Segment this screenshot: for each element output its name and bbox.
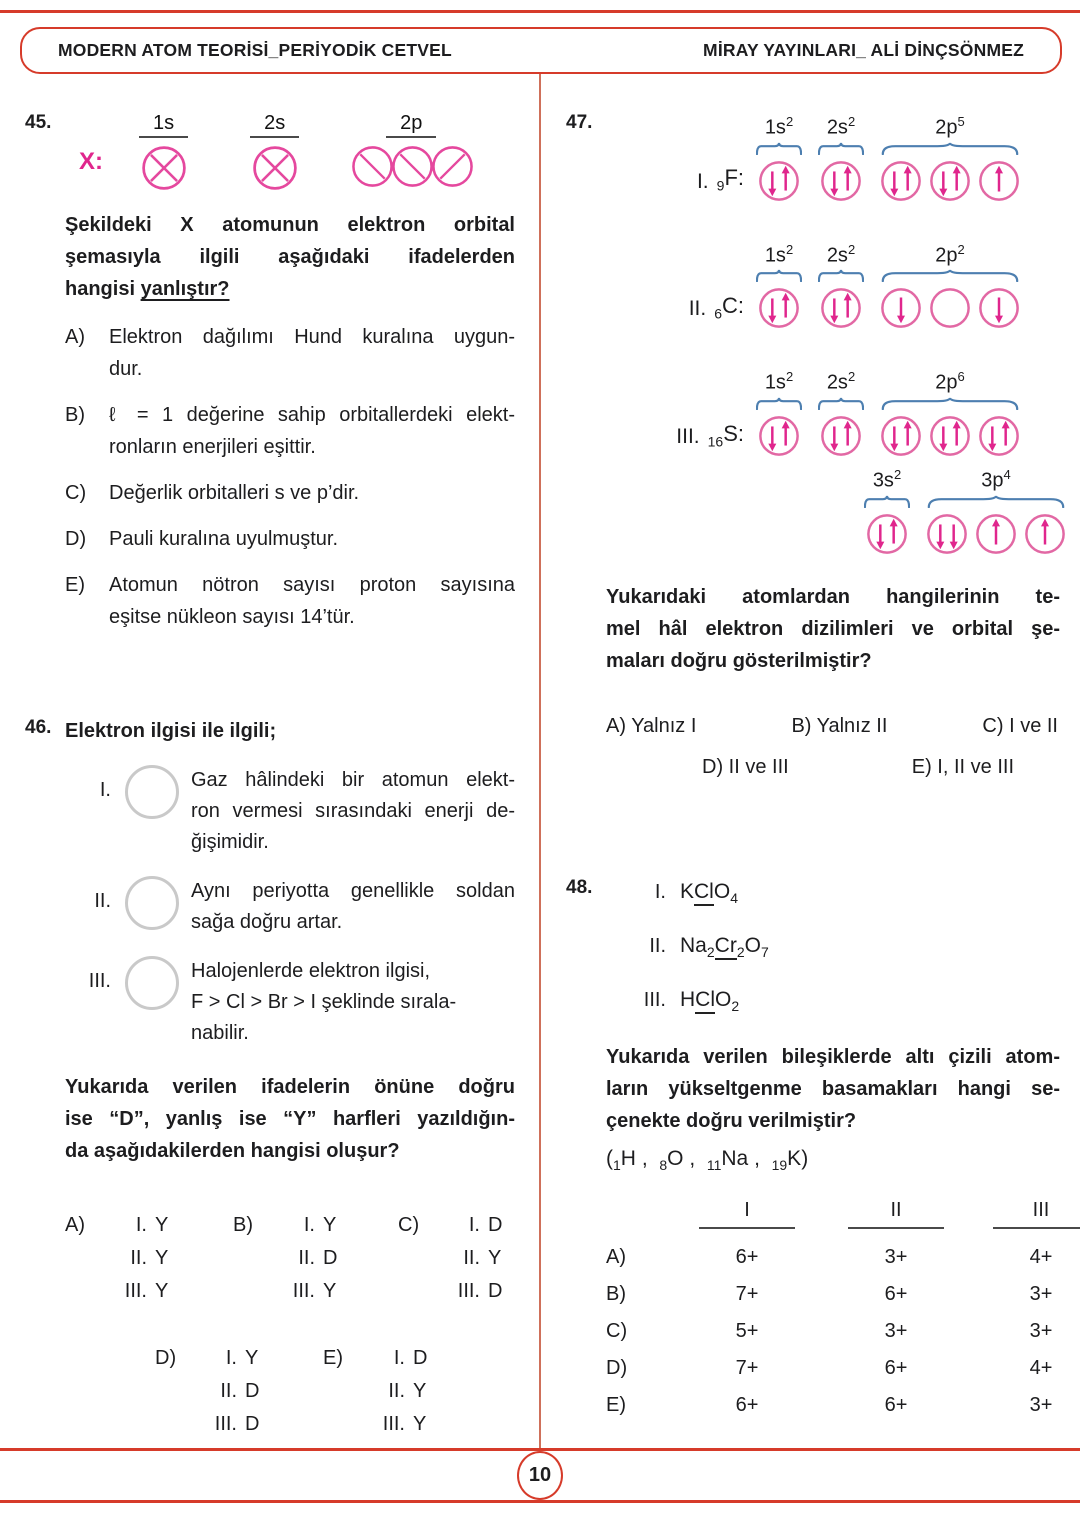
table-cell: 6+ bbox=[884, 1283, 908, 1306]
page-number-badge: 10 bbox=[517, 1451, 563, 1500]
shell-sup: 2 bbox=[785, 241, 794, 257]
orbital-circle-paired-icon bbox=[758, 287, 800, 329]
table-cell: 6+ bbox=[884, 1394, 908, 1417]
entry-numeral: I. bbox=[303, 1214, 315, 1236]
shell-sup: 2 bbox=[785, 114, 794, 129]
hint-part: , bbox=[689, 1147, 696, 1171]
entry-value: D bbox=[323, 1247, 338, 1269]
orbital-circle-up-icon bbox=[978, 160, 1020, 202]
orbital-circle-cross-icon bbox=[141, 145, 187, 191]
shell-base: 2s bbox=[826, 116, 848, 139]
shell-sup: 2 bbox=[785, 369, 794, 385]
formula-sub: 2 bbox=[706, 944, 715, 960]
q46-item-2 bbox=[65, 874, 515, 938]
orbital-circle-paired-icon bbox=[866, 513, 908, 555]
table-cell: 3+ bbox=[884, 1246, 908, 1269]
q45-option-e bbox=[65, 569, 515, 633]
hint-sub: 8 bbox=[659, 1157, 668, 1174]
q46-item-3 bbox=[65, 954, 515, 1049]
brace-icon bbox=[926, 495, 1066, 508]
table-row-letter: A) bbox=[606, 1246, 626, 1269]
q47-config-row-3b bbox=[864, 463, 1060, 555]
table-cell: 6+ bbox=[735, 1394, 759, 1417]
q48-compound-2 bbox=[606, 929, 1060, 969]
q46-options-row1 bbox=[25, 1209, 515, 1308]
brace-icon bbox=[880, 269, 1020, 282]
option-text: eşitse nükleon sayısı 14’tür. bbox=[109, 606, 355, 628]
item-text: Aynı periyotta genellikle soldan bbox=[191, 880, 515, 902]
shell-sup: 4 bbox=[1003, 466, 1011, 482]
table-cell: 5+ bbox=[735, 1320, 759, 1343]
item-text: Halojenlerde elektron ilgisi, bbox=[191, 960, 431, 982]
entry-value: D bbox=[488, 1280, 503, 1302]
q46-option-b bbox=[233, 1209, 398, 1308]
formula-sub: 2 bbox=[731, 998, 740, 1015]
header-box bbox=[20, 27, 1062, 74]
q48-answer-table bbox=[606, 1199, 1060, 1417]
entry-value: D bbox=[413, 1347, 428, 1369]
answer-circle bbox=[125, 956, 179, 1010]
shell-base: 2p bbox=[935, 371, 958, 394]
entry-value: Y bbox=[413, 1413, 427, 1435]
q48-question-line: Yukarıda verilen bileşiklerde altı çizili atom- bbox=[606, 1046, 1060, 1069]
orbital-circle-slash-icon bbox=[431, 145, 474, 188]
shell-base: 2p bbox=[935, 244, 958, 267]
answer-circle bbox=[125, 876, 179, 930]
entry-value: Y bbox=[488, 1247, 502, 1269]
hint-part: , bbox=[754, 1147, 760, 1171]
table-row-letter: B) bbox=[606, 1283, 626, 1306]
table-cell: 3+ bbox=[1029, 1283, 1053, 1306]
q46-option-a bbox=[65, 1209, 233, 1308]
formula-part: O bbox=[715, 988, 732, 1011]
orbital-circle-paired-icon bbox=[820, 415, 862, 457]
entry-numeral: II. bbox=[220, 1380, 237, 1402]
shell-group-3s bbox=[864, 463, 910, 555]
table-cell: 6+ bbox=[884, 1357, 908, 1380]
shell-sup: 5 bbox=[957, 114, 965, 129]
item-text: nabilir. bbox=[191, 1022, 249, 1044]
row-numeral: II. bbox=[688, 297, 707, 321]
orbital-circle-paired-icon bbox=[978, 415, 1020, 457]
orbital-circle-down-icon bbox=[880, 287, 922, 329]
formula-sub: 7 bbox=[760, 944, 769, 960]
entry-numeral: III. bbox=[292, 1280, 315, 1302]
formula-part: Na bbox=[680, 933, 707, 957]
q47-config-row-1 bbox=[606, 110, 1060, 202]
q45-option-a bbox=[65, 321, 515, 385]
entry-numeral: II. bbox=[463, 1247, 480, 1269]
q46-question-line: Yukarıda verilen ifadelerin önüne doğru bbox=[65, 1076, 515, 1098]
q46-option-d bbox=[155, 1342, 323, 1441]
q47-option-b: B) Yalnız II bbox=[791, 714, 888, 737]
table-cell: 3+ bbox=[1029, 1394, 1053, 1417]
shell-label bbox=[827, 238, 855, 268]
hint-sub: 19 bbox=[771, 1157, 788, 1174]
question-47-number: 47. bbox=[566, 112, 593, 133]
question-45-number: 45. bbox=[25, 112, 52, 133]
entry-numeral: III. bbox=[214, 1413, 237, 1435]
shell-sup: 2 bbox=[847, 241, 856, 257]
compound-formula bbox=[680, 875, 738, 915]
q47-option-d: D) II ve III bbox=[702, 755, 789, 778]
q47-config-row-3 bbox=[606, 365, 1060, 457]
entry-value: Y bbox=[323, 1280, 337, 1302]
q48-compound-3 bbox=[606, 983, 1060, 1023]
shell-group-3p bbox=[926, 463, 1066, 555]
option-text: ℓ = 1 değerine sahip orbitallerdeki elekt- bbox=[109, 404, 515, 426]
q45-stem-line1: Şekildeki X atomunun elektron orbital bbox=[65, 214, 515, 236]
item-text: F > Cl > Br > I şeklinde sırala- bbox=[191, 991, 457, 1013]
shell-sup: 2 bbox=[957, 241, 965, 257]
table-header-II: II bbox=[822, 1199, 970, 1229]
formula-underlined-atom: Cl bbox=[694, 880, 714, 906]
shell-label bbox=[827, 365, 855, 395]
entry-value: D bbox=[245, 1380, 260, 1402]
q46-options-row2 bbox=[25, 1342, 515, 1441]
shell-group-2s bbox=[818, 110, 864, 202]
entry-numeral: II. bbox=[388, 1380, 405, 1402]
row-numeral: III. bbox=[676, 424, 700, 448]
table-cell: 7+ bbox=[735, 1283, 759, 1306]
q45-orbital-group-2p bbox=[351, 112, 471, 188]
shell-label bbox=[935, 365, 964, 395]
right-column bbox=[541, 74, 1080, 1448]
shell-label bbox=[765, 110, 793, 140]
entry-numeral: II. bbox=[130, 1247, 147, 1269]
brace-icon bbox=[818, 397, 864, 410]
option-text: Pauli kuralına uyulmuştur. bbox=[109, 528, 339, 550]
question-48 bbox=[566, 875, 1060, 1418]
shell-sup: 2 bbox=[847, 114, 856, 129]
item-text: ğişimidir. bbox=[191, 831, 269, 853]
q48-atomic-number-hint bbox=[606, 1147, 1060, 1173]
q47-option-c: C) I ve II bbox=[982, 714, 1058, 737]
left-column bbox=[0, 74, 539, 1448]
hint-part: O bbox=[667, 1147, 684, 1171]
shell-sup: 2 bbox=[893, 466, 902, 482]
table-cell: 7+ bbox=[735, 1357, 759, 1380]
formula-part: H bbox=[680, 988, 696, 1011]
orbital-circle-paired-icon bbox=[820, 160, 862, 202]
shell-group-2s bbox=[818, 365, 864, 457]
item-text: Gaz hâlindeki bir atomun elekt- bbox=[191, 769, 515, 791]
option-letter: D) bbox=[155, 1347, 177, 1369]
option-letter: B) bbox=[233, 1214, 253, 1236]
q45-orbital-group-2s bbox=[250, 112, 299, 191]
compound-formula bbox=[680, 929, 769, 969]
option-letter: B) bbox=[65, 404, 85, 426]
option-letter: D) bbox=[65, 528, 87, 550]
item-numeral: III. bbox=[88, 970, 111, 992]
element-symbol: C: bbox=[722, 292, 744, 318]
entry-numeral: II. bbox=[298, 1247, 315, 1269]
hint-sub: 1 bbox=[613, 1157, 621, 1174]
table-cell: 3+ bbox=[1029, 1320, 1053, 1343]
formula-part: O bbox=[744, 933, 761, 957]
shell-group-2s bbox=[818, 238, 864, 330]
orbital-circle-up-icon bbox=[975, 513, 1017, 555]
orbital-circle-paired-icon bbox=[880, 415, 922, 457]
shell-group-1s bbox=[756, 365, 802, 457]
option-text: Değerlik orbitalleri s ve p’dir. bbox=[109, 482, 360, 504]
question-46-number: 46. bbox=[25, 717, 52, 738]
item-numeral: I. bbox=[99, 779, 111, 801]
atomic-number-sub: 16 bbox=[707, 432, 724, 449]
shell-base: 2p bbox=[935, 116, 958, 139]
compound-numeral: I. bbox=[654, 880, 666, 903]
table-row-letter: C) bbox=[606, 1320, 628, 1343]
q45-orbital-group-1s bbox=[139, 112, 188, 191]
entry-numeral: III. bbox=[124, 1280, 147, 1302]
table-cell: 6+ bbox=[735, 1246, 759, 1269]
shell-label bbox=[873, 463, 901, 493]
orbital-circle-paired-icon bbox=[820, 287, 862, 329]
shell-base: 3p bbox=[981, 469, 1004, 492]
hint-part: ) bbox=[801, 1147, 809, 1171]
compound-numeral: III. bbox=[643, 989, 666, 1011]
option-letter: A) bbox=[65, 326, 85, 348]
shell-base: 2s bbox=[826, 244, 848, 267]
hint-part: Na bbox=[721, 1147, 749, 1171]
row-numeral: I. bbox=[696, 169, 709, 193]
option-text: Elektron dağılımı Hund kuralına uygun- bbox=[109, 326, 515, 348]
entry-numeral: I. bbox=[393, 1347, 405, 1369]
q45-stem-line3 bbox=[65, 273, 515, 305]
entry-numeral: III. bbox=[382, 1413, 405, 1435]
orbital-circle-up-icon bbox=[1024, 513, 1066, 555]
entry-value: Y bbox=[413, 1380, 427, 1402]
table-cell: 4+ bbox=[1029, 1246, 1053, 1269]
element-label bbox=[714, 293, 744, 321]
shell-label bbox=[765, 365, 793, 395]
shell-base: 2s bbox=[826, 371, 848, 394]
q47-question-line: mel hâl elektron dizilimleri ve orbital şe- bbox=[606, 617, 1060, 640]
entry-value: D bbox=[488, 1214, 503, 1236]
orbital-circle-paired-icon bbox=[929, 160, 971, 202]
q45-orbital-diagram bbox=[65, 112, 515, 191]
element-label bbox=[708, 421, 744, 449]
shell-base: 1s bbox=[764, 116, 786, 139]
footer-rule-bottom bbox=[0, 1500, 1080, 1503]
atomic-number-sub: 9 bbox=[716, 177, 725, 194]
orbital-circle-paired-icon bbox=[880, 160, 922, 202]
compound-numeral: II. bbox=[649, 934, 666, 957]
element-label bbox=[717, 165, 744, 193]
orbital-circle-backslash-icon bbox=[351, 145, 394, 188]
brace-icon bbox=[864, 495, 910, 508]
element-symbol: S: bbox=[723, 420, 744, 446]
header-right-title: MİRAY YAYINLARI_ ALİ DİNÇSÖNMEZ bbox=[703, 40, 1024, 60]
q48-question-line: ların yükseltgenme basamakları hangi se- bbox=[606, 1078, 1060, 1101]
table-row-letter: D) bbox=[606, 1357, 628, 1380]
table-cell: 4+ bbox=[1029, 1357, 1053, 1380]
q47-question bbox=[606, 581, 1060, 677]
table-header-III: III bbox=[970, 1199, 1080, 1229]
formula-underlined-atom: Cr bbox=[715, 934, 737, 960]
q45-stem-line2: şemasıyla ilgili aşağıdaki ifadelerden bbox=[65, 246, 515, 268]
shell-base: 3s bbox=[872, 469, 894, 492]
shell-label bbox=[981, 463, 1010, 493]
question-46 bbox=[25, 715, 515, 1167]
q45-stem-line3-pre: hangisi bbox=[65, 278, 141, 300]
element-symbol: F: bbox=[724, 165, 744, 191]
orbital-circle-empty-icon bbox=[929, 287, 971, 329]
shell-group-2p bbox=[880, 110, 1020, 202]
option-text: ronların enerjileri eşittir. bbox=[109, 436, 316, 458]
top-rule bbox=[0, 10, 1080, 13]
hint-sub: 11 bbox=[706, 1157, 722, 1174]
q48-compound-1 bbox=[606, 875, 1060, 915]
atomic-number-sub: 6 bbox=[714, 305, 722, 322]
q45-stem-underlined-word: yanlıştır? bbox=[140, 278, 230, 300]
q47-question-line: Yukarıdaki atomlardan hangilerinin te- bbox=[606, 585, 1060, 608]
q46-option-e bbox=[323, 1342, 427, 1441]
q46-question-line: ise “D”, yanlış ise “Y” harfleri yazıldığın- bbox=[65, 1108, 515, 1130]
formula-sub: 4 bbox=[730, 889, 738, 906]
brace-icon bbox=[880, 397, 1020, 410]
shell-label bbox=[935, 110, 964, 140]
q45-orbital-label-1s: 1s bbox=[139, 112, 188, 138]
shell-sup: 2 bbox=[847, 369, 856, 385]
q47-option-e: E) I, II ve III bbox=[911, 755, 1014, 778]
q45-option-d bbox=[65, 523, 515, 555]
formula-underlined-atom: Cl bbox=[695, 988, 715, 1014]
brace-icon bbox=[756, 269, 802, 282]
q47-question-line: maları doğru gösterilmiştir? bbox=[606, 649, 872, 672]
table-header-I: I bbox=[672, 1199, 822, 1229]
q45-option-b bbox=[65, 399, 515, 463]
header-left-title: MODERN ATOM TEORİSİ_PERİYODİK CETVEL bbox=[58, 40, 452, 60]
brace-icon bbox=[818, 142, 864, 155]
option-letter: E) bbox=[65, 574, 85, 596]
option-letter: A) bbox=[65, 1214, 85, 1236]
q45-orbital-label-2s: 2s bbox=[250, 112, 299, 138]
table-row-letter: E) bbox=[606, 1394, 626, 1417]
shell-group-1s bbox=[756, 110, 802, 202]
item-numeral: II. bbox=[94, 890, 111, 912]
q45-stem bbox=[65, 209, 515, 305]
hint-part: K bbox=[787, 1147, 802, 1171]
entry-numeral: I. bbox=[468, 1214, 480, 1236]
q46-option-c bbox=[398, 1209, 502, 1308]
entry-value: Y bbox=[155, 1214, 169, 1236]
q46-question bbox=[65, 1071, 515, 1167]
formula-part: O bbox=[713, 879, 731, 903]
entry-numeral: I. bbox=[135, 1214, 147, 1236]
option-letter: C) bbox=[65, 482, 87, 504]
orbital-circle-paired-icon bbox=[758, 415, 800, 457]
q46-item-1 bbox=[65, 763, 515, 858]
footer bbox=[0, 1448, 1080, 1527]
item-text: ron vermesi sırasındaki enerji de- bbox=[191, 800, 515, 822]
table-cell: 3+ bbox=[884, 1320, 908, 1343]
formula-part: K bbox=[680, 879, 695, 903]
shell-group-2p bbox=[880, 238, 1020, 330]
brace-icon bbox=[818, 269, 864, 282]
brace-icon bbox=[880, 142, 1020, 155]
q47-option-a: A) Yalnız I bbox=[606, 714, 697, 737]
option-letter: E) bbox=[323, 1347, 343, 1369]
orbital-circle-down-icon bbox=[978, 287, 1020, 329]
orbital-circle-paired-icon bbox=[758, 160, 800, 202]
entry-value: Y bbox=[323, 1214, 337, 1236]
hint-part: ( bbox=[606, 1147, 613, 1171]
shell-base: 1s bbox=[764, 371, 786, 394]
q47-options-row2 bbox=[702, 756, 1014, 779]
q47-config-row-2 bbox=[606, 238, 1060, 330]
q45-atom-label: X: bbox=[79, 148, 103, 175]
q46-title: Elektron ilgisi ile ilgili; bbox=[65, 720, 277, 742]
q45-options bbox=[65, 321, 515, 633]
shell-sup: 6 bbox=[957, 369, 965, 385]
hint-part: , bbox=[641, 1147, 648, 1171]
hint-part: H bbox=[620, 1147, 636, 1171]
shell-label bbox=[935, 238, 964, 268]
entry-numeral: I. bbox=[225, 1347, 237, 1369]
option-text: dur. bbox=[109, 358, 143, 380]
shell-label bbox=[765, 238, 793, 268]
entry-value: D bbox=[245, 1413, 260, 1435]
q47-options-row1 bbox=[606, 715, 1058, 738]
shell-label bbox=[827, 110, 855, 140]
shell-base: 1s bbox=[764, 244, 786, 267]
q45-orbital-label-2p: 2p bbox=[386, 112, 436, 138]
shell-group-1s bbox=[756, 238, 802, 330]
orbital-circle-cross-icon bbox=[252, 145, 298, 191]
entry-value: Y bbox=[155, 1280, 169, 1302]
question-48-number: 48. bbox=[566, 876, 593, 898]
option-text: Atomun nötron sayısı proton sayısına bbox=[109, 574, 515, 596]
columns bbox=[0, 74, 1080, 1448]
question-45 bbox=[25, 110, 515, 633]
answer-circle bbox=[125, 765, 179, 819]
orbital-circle-double-down-icon bbox=[926, 513, 968, 555]
brace-icon bbox=[756, 397, 802, 410]
option-letter: C) bbox=[398, 1214, 420, 1236]
orbital-circle-paired-icon bbox=[929, 415, 971, 457]
orbital-circle-backslash-icon bbox=[391, 145, 434, 188]
q45-option-c bbox=[65, 477, 515, 509]
item-text: sağa doğru artar. bbox=[191, 911, 343, 933]
question-47 bbox=[566, 110, 1060, 779]
brace-icon bbox=[756, 142, 802, 155]
entry-value: Y bbox=[155, 1247, 169, 1269]
compound-formula bbox=[680, 983, 739, 1023]
entry-numeral: III. bbox=[457, 1280, 480, 1302]
formula-sub: 2 bbox=[736, 944, 745, 960]
shell-group-2p bbox=[880, 365, 1020, 457]
q46-question-line: da aşağıdakilerden hangisi oluşur? bbox=[65, 1140, 400, 1162]
entry-value: Y bbox=[245, 1347, 259, 1369]
q48-question-line: çenekte doğru verilmiştir? bbox=[606, 1110, 857, 1133]
q48-question bbox=[606, 1041, 1060, 1137]
